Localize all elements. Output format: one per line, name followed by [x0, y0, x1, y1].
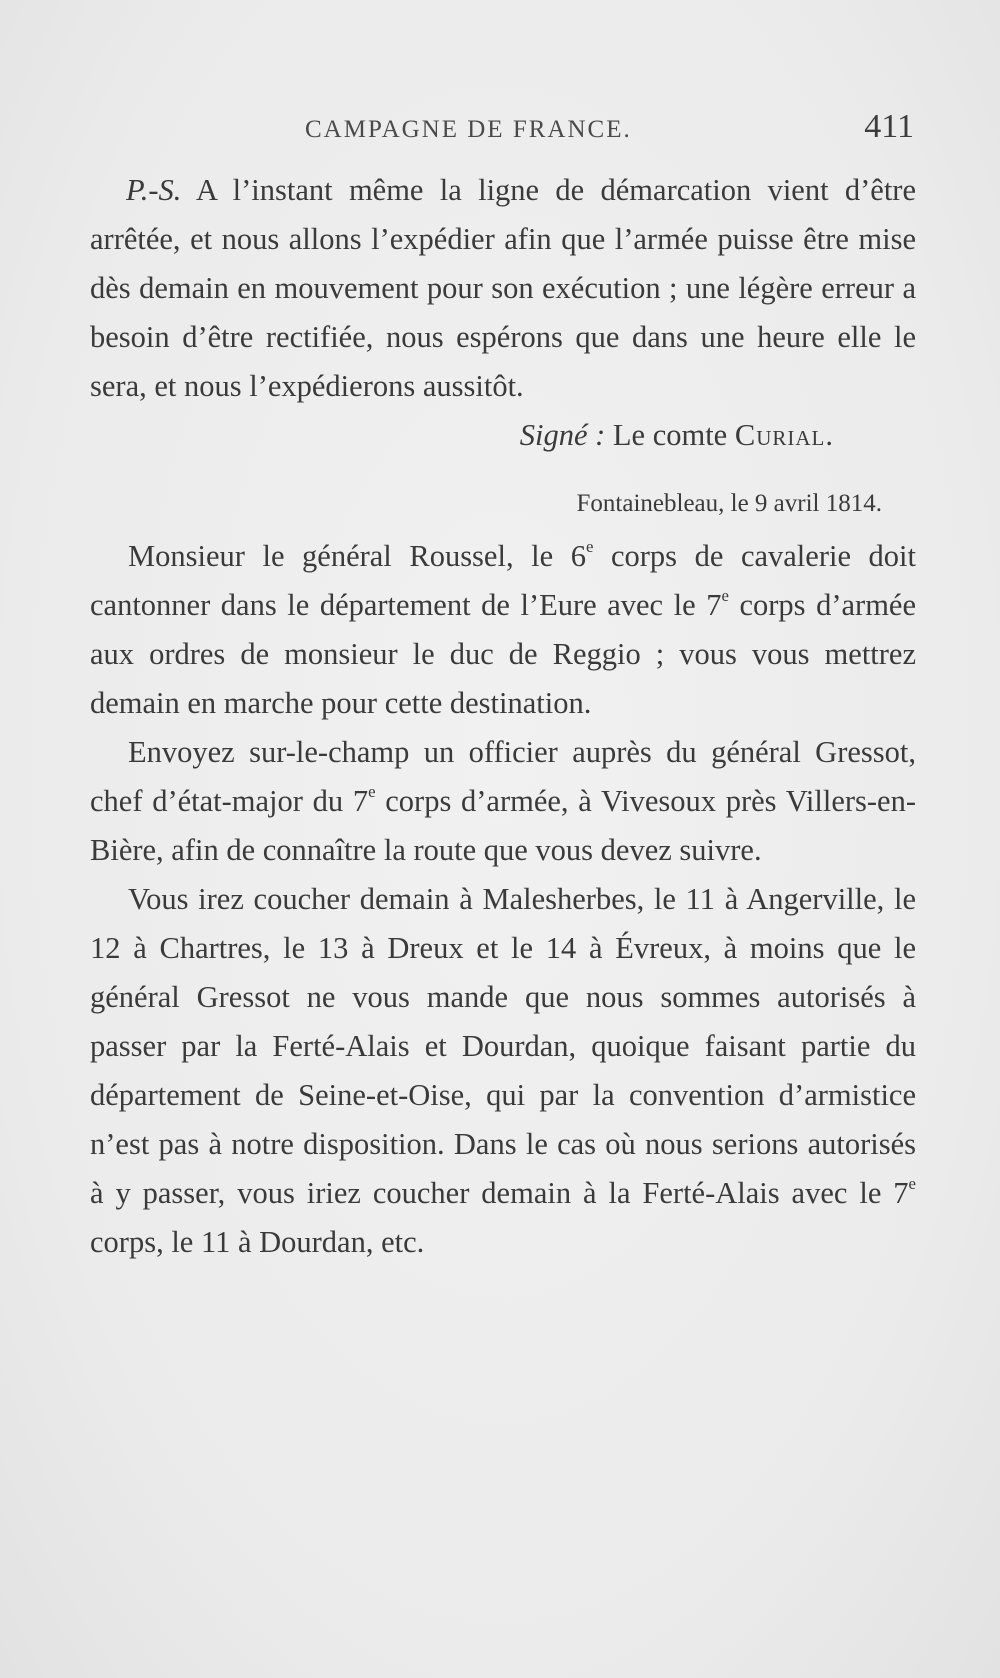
- page-header: [0, 108, 1000, 158]
- paragraph-1-text-c: corps d’armée aux ordres de monsieur le duc de Reggio ; vous vous mettrez demain en marche pour cette destination.: [90, 588, 916, 720]
- paragraph-1-sup-a: e: [585, 536, 594, 556]
- paragraph-3-sup-a: e: [908, 1173, 916, 1193]
- paragraph-2-sup-a: e: [368, 781, 376, 801]
- postscript-paragraph: [90, 166, 916, 411]
- paragraph-3-text-a: Vous irez coucher demain à Malesherbes, le 11 à Angerville, le 12 à Chartres, le 13 à Dreux et le 14 à Évreux, à moins que le général Gressot ne vous mande que nous sommes autorisés à passer par la Ferté-Alais et Dourdan, quoique faisant partie du département de Seine-et-Oise, qui par la convention d’armistice n’est pas à notre disposition. Dans le cas où nous serions autorisés à y passer, vous iriez coucher demain à la Ferté-Alais avec le 7: [90, 882, 916, 1210]
- paragraph-1-text-b: corps de cavalerie doit cantonner dans le département de l’Eure avec le 7: [90, 539, 916, 622]
- paragraph-2-text-b: corps d’armée, à Vivesoux près Villers-en-Bière, afin de connaître la route que vous devez suivre.: [90, 784, 916, 867]
- paragraph-1-text-a: Monsieur le général Roussel, le 6: [128, 539, 586, 573]
- letter-dateline: Fontainebleau, le 9 avril 1814.: [576, 490, 882, 517]
- paragraph-3-text-b: corps, le 11 à Dourdan, etc.: [90, 1225, 425, 1259]
- postscript-text: A l’instant même la ligne de démarcation vient d’être arrêtée, et nous allons l’expédier afin que l’armée puisse être mise dès demain en mouvement pour son exécution ; une légère erreur a besoin d’être rectifiée, nous espérons que dans une heure elle le sera, et nous l’expédierons aussitôt.: [90, 173, 916, 403]
- letter-paragraph-3: [90, 875, 916, 1267]
- signature-signe: Signé :: [519, 418, 606, 452]
- letter-paragraph-1: [90, 532, 916, 728]
- running-title: CAMPAGNE DE FRANCE.: [305, 116, 632, 143]
- signature-prefix: Le comte: [612, 418, 728, 452]
- signature-line: [90, 411, 916, 460]
- postscript-label: P.-S.: [126, 173, 182, 207]
- page-number: 411: [864, 108, 914, 145]
- paragraph-2-text-a: Envoyez sur-le-champ un officier auprès du général Gressot, chef d’état-major du 7: [90, 735, 916, 818]
- body-text: [90, 166, 916, 1267]
- letter-paragraph-2: [90, 728, 916, 875]
- paragraph-1-sup-b: e: [721, 585, 729, 605]
- signature-name: Curial.: [734, 418, 834, 452]
